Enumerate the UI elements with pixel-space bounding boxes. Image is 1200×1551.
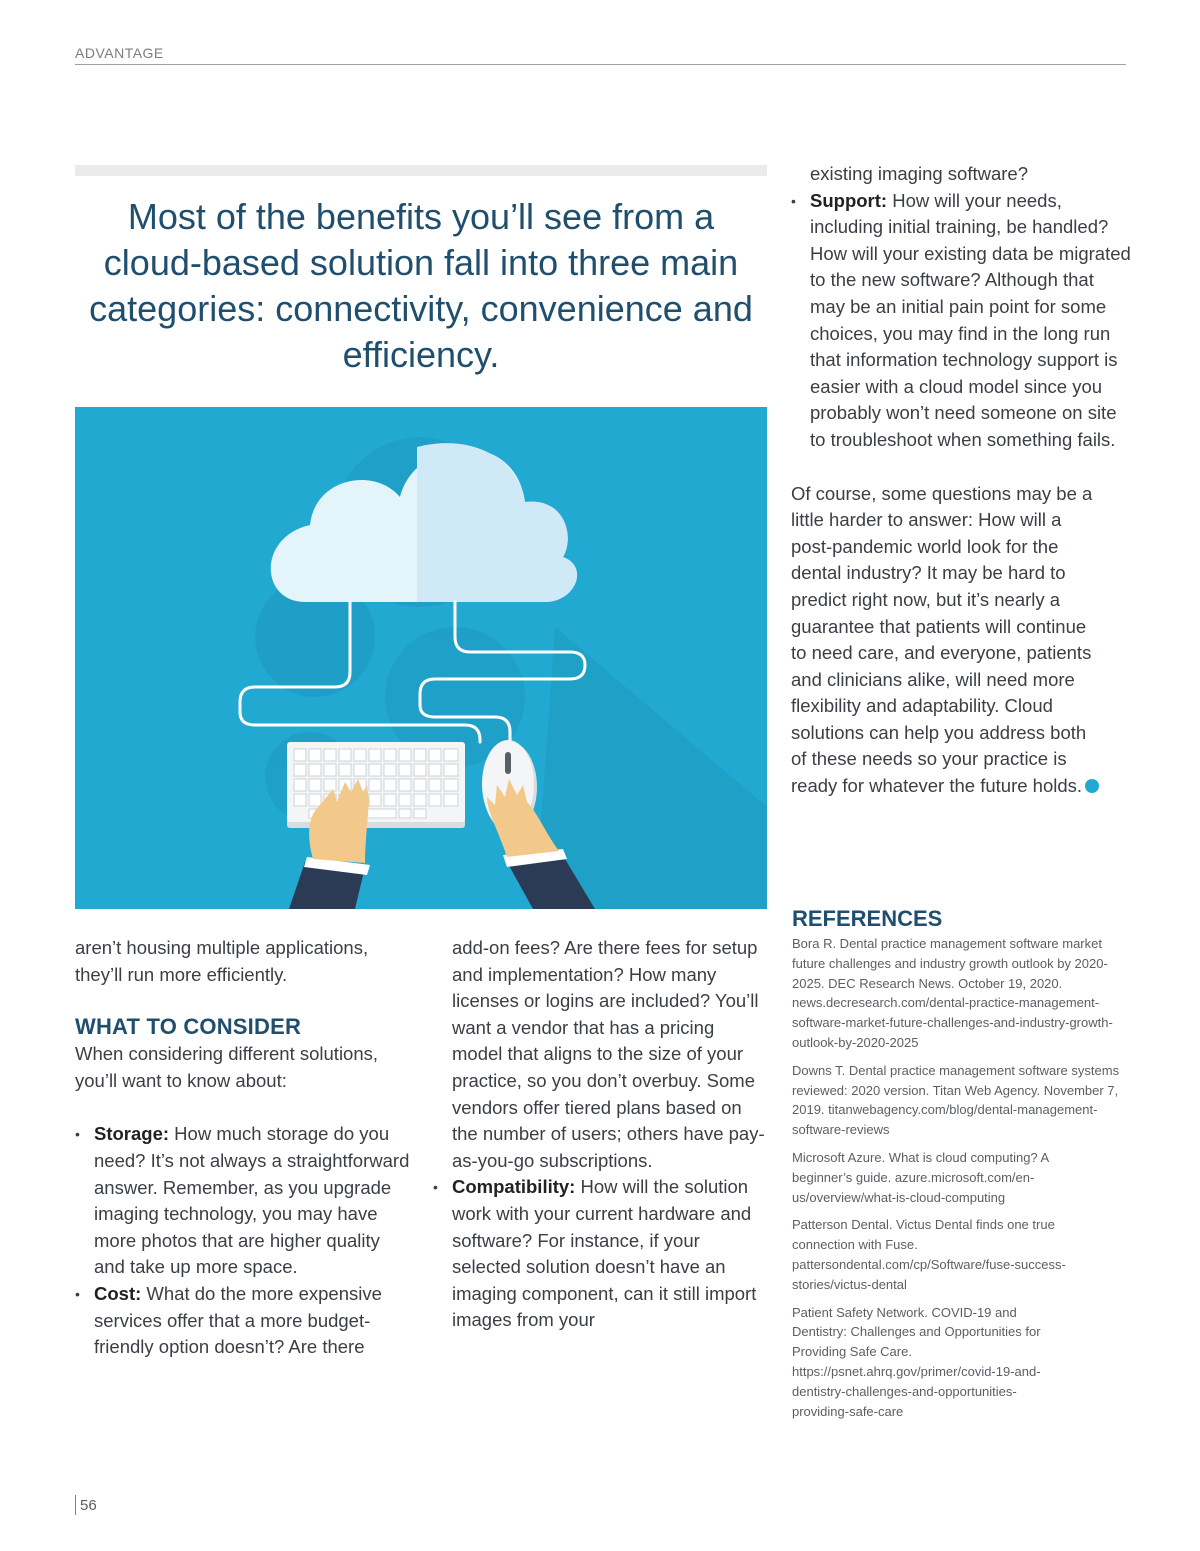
support-text: How will your needs, including initial training, be handled? How will your existing data be migrated to the new software? Although that may be an initial pain point for some choices, you may find in the long run that information technology support is easier with a cloud model since you probably won’t need someone on site to troubleshoot when something fails. — [810, 189, 1131, 450]
list-item-compat-cont — [791, 161, 1131, 188]
column-1 — [75, 935, 420, 1361]
compatibility-label: Compatibility: — [452, 1176, 576, 1198]
list-item-storage — [75, 1121, 420, 1281]
considerations-list-cont-2 — [791, 161, 1131, 454]
page-number: 56 — [80, 1497, 97, 1514]
reference-item: Downs T. Dental practice management software systems reviewed: 2020 version. Titan Web Agency. November 7, 2019. titanwebagency.com/blog/dental-management-software-reviews — [792, 1062, 1120, 1138]
page-number-rule — [75, 1495, 76, 1515]
reference-item: Bora R. Dental practice management software market future challenges and industry growth outlook by 2020-2025. DEC Research News. October 19, 2020. news.decresearch.com/dental-practice-management-software-market-future-challenges-and-industry-growth-outlook-by-2020-2025 — [792, 936, 1113, 1050]
end-mark-icon — [1085, 779, 1099, 793]
support-label: Support: — [810, 189, 888, 211]
reference-item: Microsoft Azure. What is cloud computing? A beginner’s guide. azure.microsoft.com/en-us/overview/what-is-cloud-computing — [792, 1149, 1049, 1205]
considerations-list-cont — [433, 935, 768, 1334]
closing-text: Of course, some questions may be a little harder to answer: How will a post-pandemic world look for the dental industry? It may be hard to predict right now, but it’s nearly a guarantee that patients will continue to need care, and everyone, patients and clinicians alike, will need more flexibility and adaptability. Cloud solutions can help you address both of these needs so your practice is ready for whatever the future holds. — [791, 482, 1093, 797]
section-label: ADVANTAGE — [75, 45, 164, 61]
column-2 — [433, 935, 768, 1334]
list-item-compatibility — [433, 1174, 768, 1334]
reference-item: Patient Safety Network. COVID-19 and Dentistry: Challenges and Opportunities for Providing Safe Care. https://psnet.ahrq.gov/primer/covid-19-and-dentistry-challenges-and-opportunities-providing-safe-care — [792, 1304, 1041, 1419]
col1-intro: aren’t housing multiple applications, they’ll run more efficiently. — [75, 937, 369, 985]
compatibility-text-cont: existing imaging software? — [810, 163, 1028, 184]
considerations-list — [75, 1121, 420, 1360]
pull-quote-bar — [75, 165, 767, 176]
closing-paragraph — [791, 481, 1131, 800]
storage-text: How much storage do you need? It’s not always a straightforward answer. Remember, as you upgrade imaging technology, you may have more photos that are higher quality and take up more space. — [94, 1123, 410, 1278]
list-item-support — [791, 188, 1131, 454]
cost-text: What do the more expensive services offer that a more budget-friendly option doesn’t? Are there — [94, 1282, 382, 1358]
storage-label: Storage: — [94, 1123, 170, 1145]
cost-label: Cost: — [94, 1282, 142, 1304]
list-item-cost-cont — [433, 935, 768, 1174]
reference-item: Patterson Dental. Victus Dental finds one true connection with Fuse. pattersondental.com/cp/Software/fuse-success-stories/victus-dental — [792, 1217, 1066, 1292]
column-3 — [791, 161, 1131, 800]
references-list — [792, 934, 1132, 1429]
list-item-cost — [75, 1281, 420, 1361]
what-to-consider-heading: WHAT TO CONSIDER — [75, 1014, 302, 1040]
pull-quote: Most of the benefits you’ll see from a cloud-based solution fall into three main categories: connectivity, convenience and efficiency. — [89, 196, 753, 375]
compatibility-text: How will the solution work with your current hardware and software? For instance, if your selected solution doesn’t have an imaging component, can it still import images from your — [452, 1176, 757, 1331]
references-heading: REFERENCES — [792, 906, 943, 931]
header-rule — [75, 64, 1126, 65]
cloud-illustration — [75, 407, 767, 909]
cost-text-cont: add-on fees? Are there fees for setup and implementation? How many licenses or logins are included? You’ll want a vendor that has a pricing model that aligns to the size of your practice, so you don’t overbuy. Some vendors offer tiered plans based on the number of users; others have pay-as-you-go subscriptions. — [452, 937, 765, 1171]
col1-lead: When considering different solutions, you’ll want to know about: — [75, 1043, 379, 1091]
